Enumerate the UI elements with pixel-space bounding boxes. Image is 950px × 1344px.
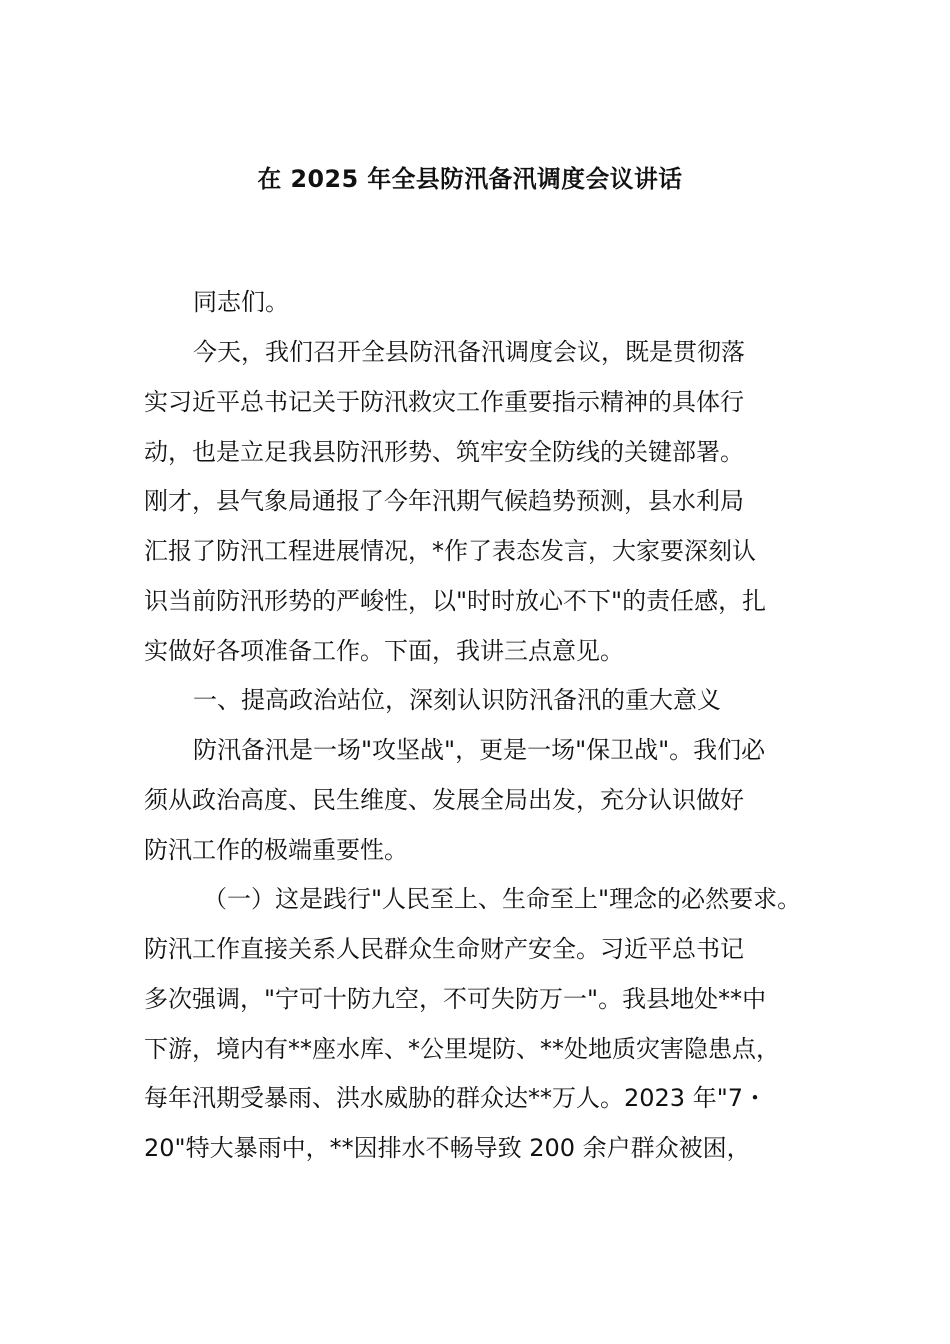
paragraph-line: 防汛工作的极端重要性。 [144, 836, 408, 864]
paragraph-line: 防汛工作直接关系人民群众生命财产安全。习近平总书记 [144, 935, 744, 963]
paragraph-line: 汇报了防汛工程进展情况，*作了表态发言，大家要深刻认 [144, 537, 756, 565]
paragraph-line: 每年汛期受暴雨、洪水威胁的群众达**万人。2023 年"7・ [144, 1084, 768, 1112]
paragraph-line: 动，也是立足我县防汛形势、筑牢安全防线的关键部署。 [144, 438, 744, 466]
paragraph-line: 下游，境内有**座水库、*公里堤防、**处地质灾害隐患点， [144, 1035, 780, 1063]
section-heading: 一、提高政治站位，深刻认识防汛备汛的重大意义 [193, 686, 721, 714]
subsection-heading: （一）这是践行"人民至上、生命至上"理念的必然要求。 [203, 885, 802, 913]
paragraph-line: 多次强调，"宁可十防九空，不可失防万一"。我县地处**中 [144, 985, 767, 1013]
paragraph-line: 今天，我们召开全县防汛备汛调度会议，既是贯彻落 [193, 338, 745, 366]
salutation-line: 同志们。 [193, 288, 289, 316]
paragraph-line: 须从政治高度、民生维度、发展全局出发，充分认识做好 [144, 786, 744, 814]
paragraph-line: 20"特大暴雨中，**因排水不畅导致 200 余户群众被困， [144, 1134, 751, 1162]
paragraph-line: 实习近平总书记关于防汛救灾工作重要指示精神的具体行 [144, 388, 744, 416]
paragraph-line: 防汛备汛是一场"攻坚战"，更是一场"保卫战"。我们必 [193, 736, 766, 764]
document-title: 在 2025 年全县防汛备汛调度会议讲话 [257, 165, 683, 193]
paragraph-line: 刚才，县气象局通报了今年汛期气候趋势预测，县水利局 [144, 487, 744, 515]
paragraph-line: 识当前防汛形势的严峻性，以"时时放心不下"的责任感，扎 [144, 587, 767, 615]
paragraph-line: 实做好各项准备工作。下面，我讲三点意见。 [144, 637, 624, 665]
